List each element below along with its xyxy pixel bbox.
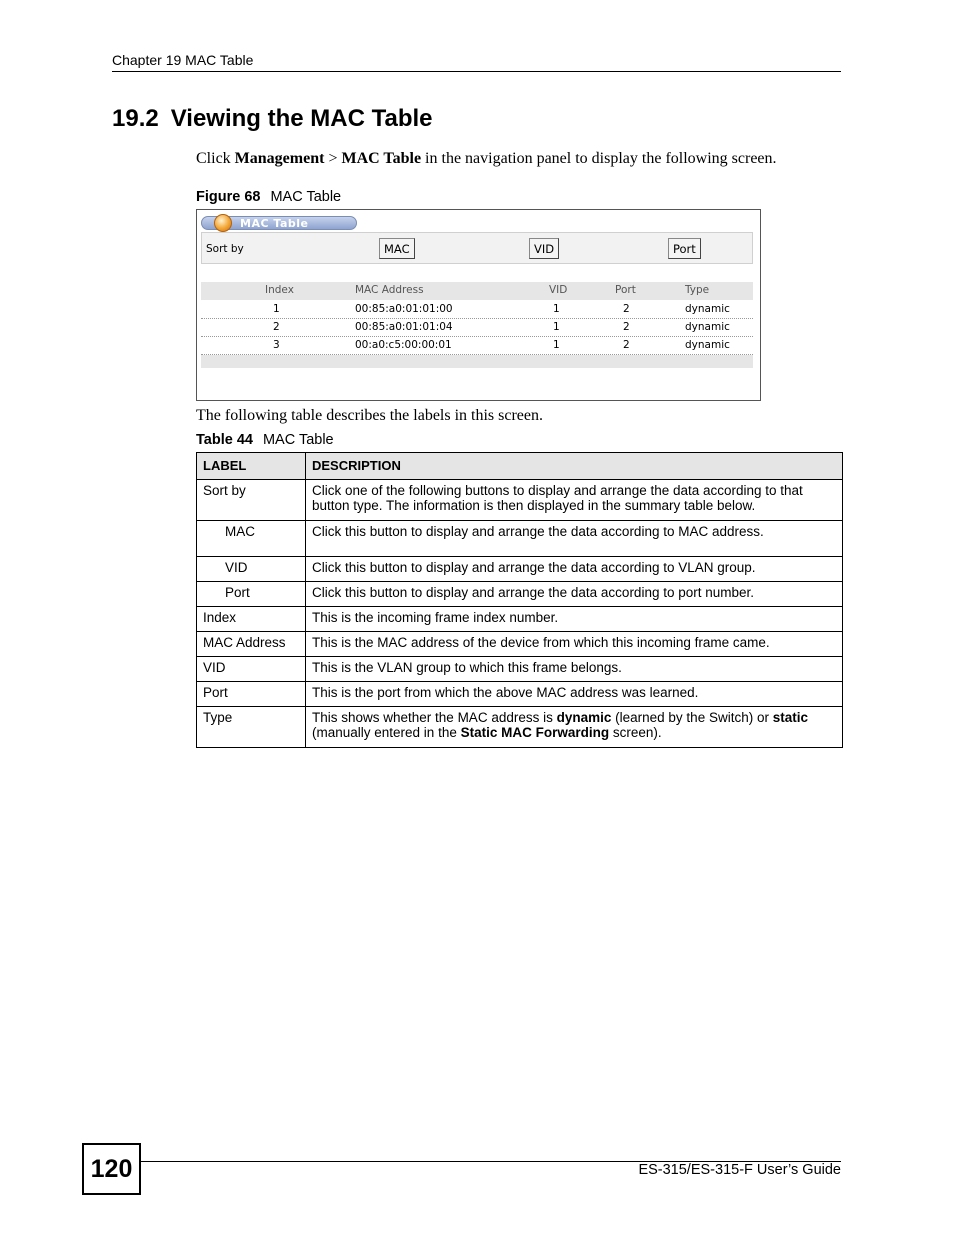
table-header-row: [197, 453, 843, 480]
row-description: Click this button to display and arrange the data according to VLAN group.: [306, 557, 843, 582]
row-label: Port: [197, 582, 306, 607]
intro-paragraph: [196, 150, 777, 168]
table-row: [197, 657, 843, 682]
cell-index: 3: [273, 339, 280, 351]
row-description: This is the VLAN group to which this frame belongs.: [306, 657, 843, 682]
cell-port: 2: [623, 339, 630, 351]
sort-by-label: Sort by: [206, 243, 244, 255]
desc-text: screen).: [609, 725, 662, 740]
cell-vid: 1: [553, 321, 560, 333]
mac-table-footer: [201, 355, 753, 368]
header-label: LABEL: [197, 453, 306, 480]
section-title: [112, 105, 433, 133]
figure-caption-text: MAC Table: [270, 189, 342, 205]
row-description: Click this button to display and arrange the data according to port number.: [306, 582, 843, 607]
table-row: [197, 582, 843, 607]
row-description: [306, 707, 843, 748]
cell-port: 2: [623, 303, 630, 315]
section-title-text: Viewing the MAC Table: [170, 105, 433, 132]
guide-title: ES-315/ES-315-F User’s Guide: [638, 1162, 841, 1178]
sort-port-button[interactable]: Port: [668, 238, 701, 259]
row-label: MAC: [197, 521, 306, 557]
mac-table-header: [201, 282, 753, 300]
menu-management: Management: [234, 150, 325, 167]
table-caption: [196, 432, 334, 448]
orange-orb-icon: [214, 214, 232, 232]
row-description: This is the port from which the above MAC address was learned.: [306, 682, 843, 707]
column-header-type: Type: [685, 284, 710, 296]
table-row: [197, 707, 843, 748]
panel-title: MAC Table: [240, 217, 309, 230]
mac-table-screenshot: [196, 209, 761, 401]
row-label: Type: [197, 707, 306, 748]
table-row: [201, 319, 753, 337]
menu-mac-table: MAC Table: [341, 150, 422, 167]
table-row: [197, 682, 843, 707]
row-label: Index: [197, 607, 306, 632]
cell-type: dynamic: [685, 321, 730, 333]
cell-vid: 1: [553, 303, 560, 315]
cell-type: dynamic: [685, 303, 730, 315]
cell-mac: 00:85:a0:01:01:04: [355, 321, 453, 333]
table-row: [197, 632, 843, 657]
table-label: Table 44: [196, 432, 253, 448]
header-rule: [112, 71, 841, 72]
column-header-index: Index: [265, 284, 294, 296]
cell-mac: 00:a0:c5:00:00:01: [355, 339, 452, 351]
cell-port: 2: [623, 321, 630, 333]
table-row: [197, 480, 843, 521]
sort-mac-button[interactable]: MAC: [379, 238, 415, 259]
figure-caption: [196, 189, 341, 205]
desc-bold-static-mac-forwarding: Static MAC Forwarding: [460, 725, 610, 740]
describe-paragraph: The following table describes the labels in this screen.: [196, 407, 544, 424]
desc-bold-static: static: [772, 710, 808, 725]
table-row: [197, 521, 843, 557]
desc-text: (learned by the Switch) or: [611, 710, 773, 725]
row-description: This is the incoming frame index number.: [306, 607, 843, 632]
row-label: Sort by: [197, 480, 306, 521]
intro-text: Click: [196, 150, 235, 167]
column-header-vid: VID: [549, 284, 568, 296]
table-row: [197, 607, 843, 632]
intro-text-end: in the navigation panel to display the following screen.: [421, 150, 777, 167]
running-header: Chapter 19 MAC Table: [112, 52, 254, 68]
desc-text: This shows whether the MAC address is: [312, 710, 557, 725]
row-label: VID: [197, 557, 306, 582]
table-caption-text: MAC Table: [262, 432, 334, 448]
table-row: [201, 337, 753, 355]
desc-text: (manually entered in the: [312, 725, 461, 740]
label-description-table: [196, 452, 843, 748]
row-description: Click one of the following buttons to display and arrange the data according to that button type. The information is then displayed in the summary table below.: [306, 480, 843, 521]
row-label: Port: [197, 682, 306, 707]
intro-separator: >: [324, 150, 342, 167]
cell-type: dynamic: [685, 339, 730, 351]
panel-title-bar: [201, 216, 357, 230]
column-header-port: Port: [615, 284, 636, 296]
section-number: 19.2: [112, 105, 159, 132]
cell-index: 2: [273, 321, 280, 333]
row-description: This is the MAC address of the device from which this incoming frame came.: [306, 632, 843, 657]
row-label: VID: [197, 657, 306, 682]
sort-vid-button[interactable]: VID: [529, 238, 559, 259]
row-label: MAC Address: [197, 632, 306, 657]
cell-vid: 1: [553, 339, 560, 351]
column-header-mac: MAC Address: [355, 284, 424, 296]
sort-by-panel: [201, 232, 753, 264]
row-description: Click this button to display and arrange the data according to MAC address.: [306, 521, 843, 557]
desc-bold-dynamic: dynamic: [556, 710, 612, 725]
table-row: [197, 557, 843, 582]
page-number: 120: [82, 1143, 141, 1195]
figure-label: Figure 68: [196, 189, 261, 205]
table-row: [201, 301, 753, 319]
cell-mac: 00:85:a0:01:01:00: [355, 303, 453, 315]
cell-index: 1: [273, 303, 280, 315]
header-description: DESCRIPTION: [306, 453, 843, 480]
